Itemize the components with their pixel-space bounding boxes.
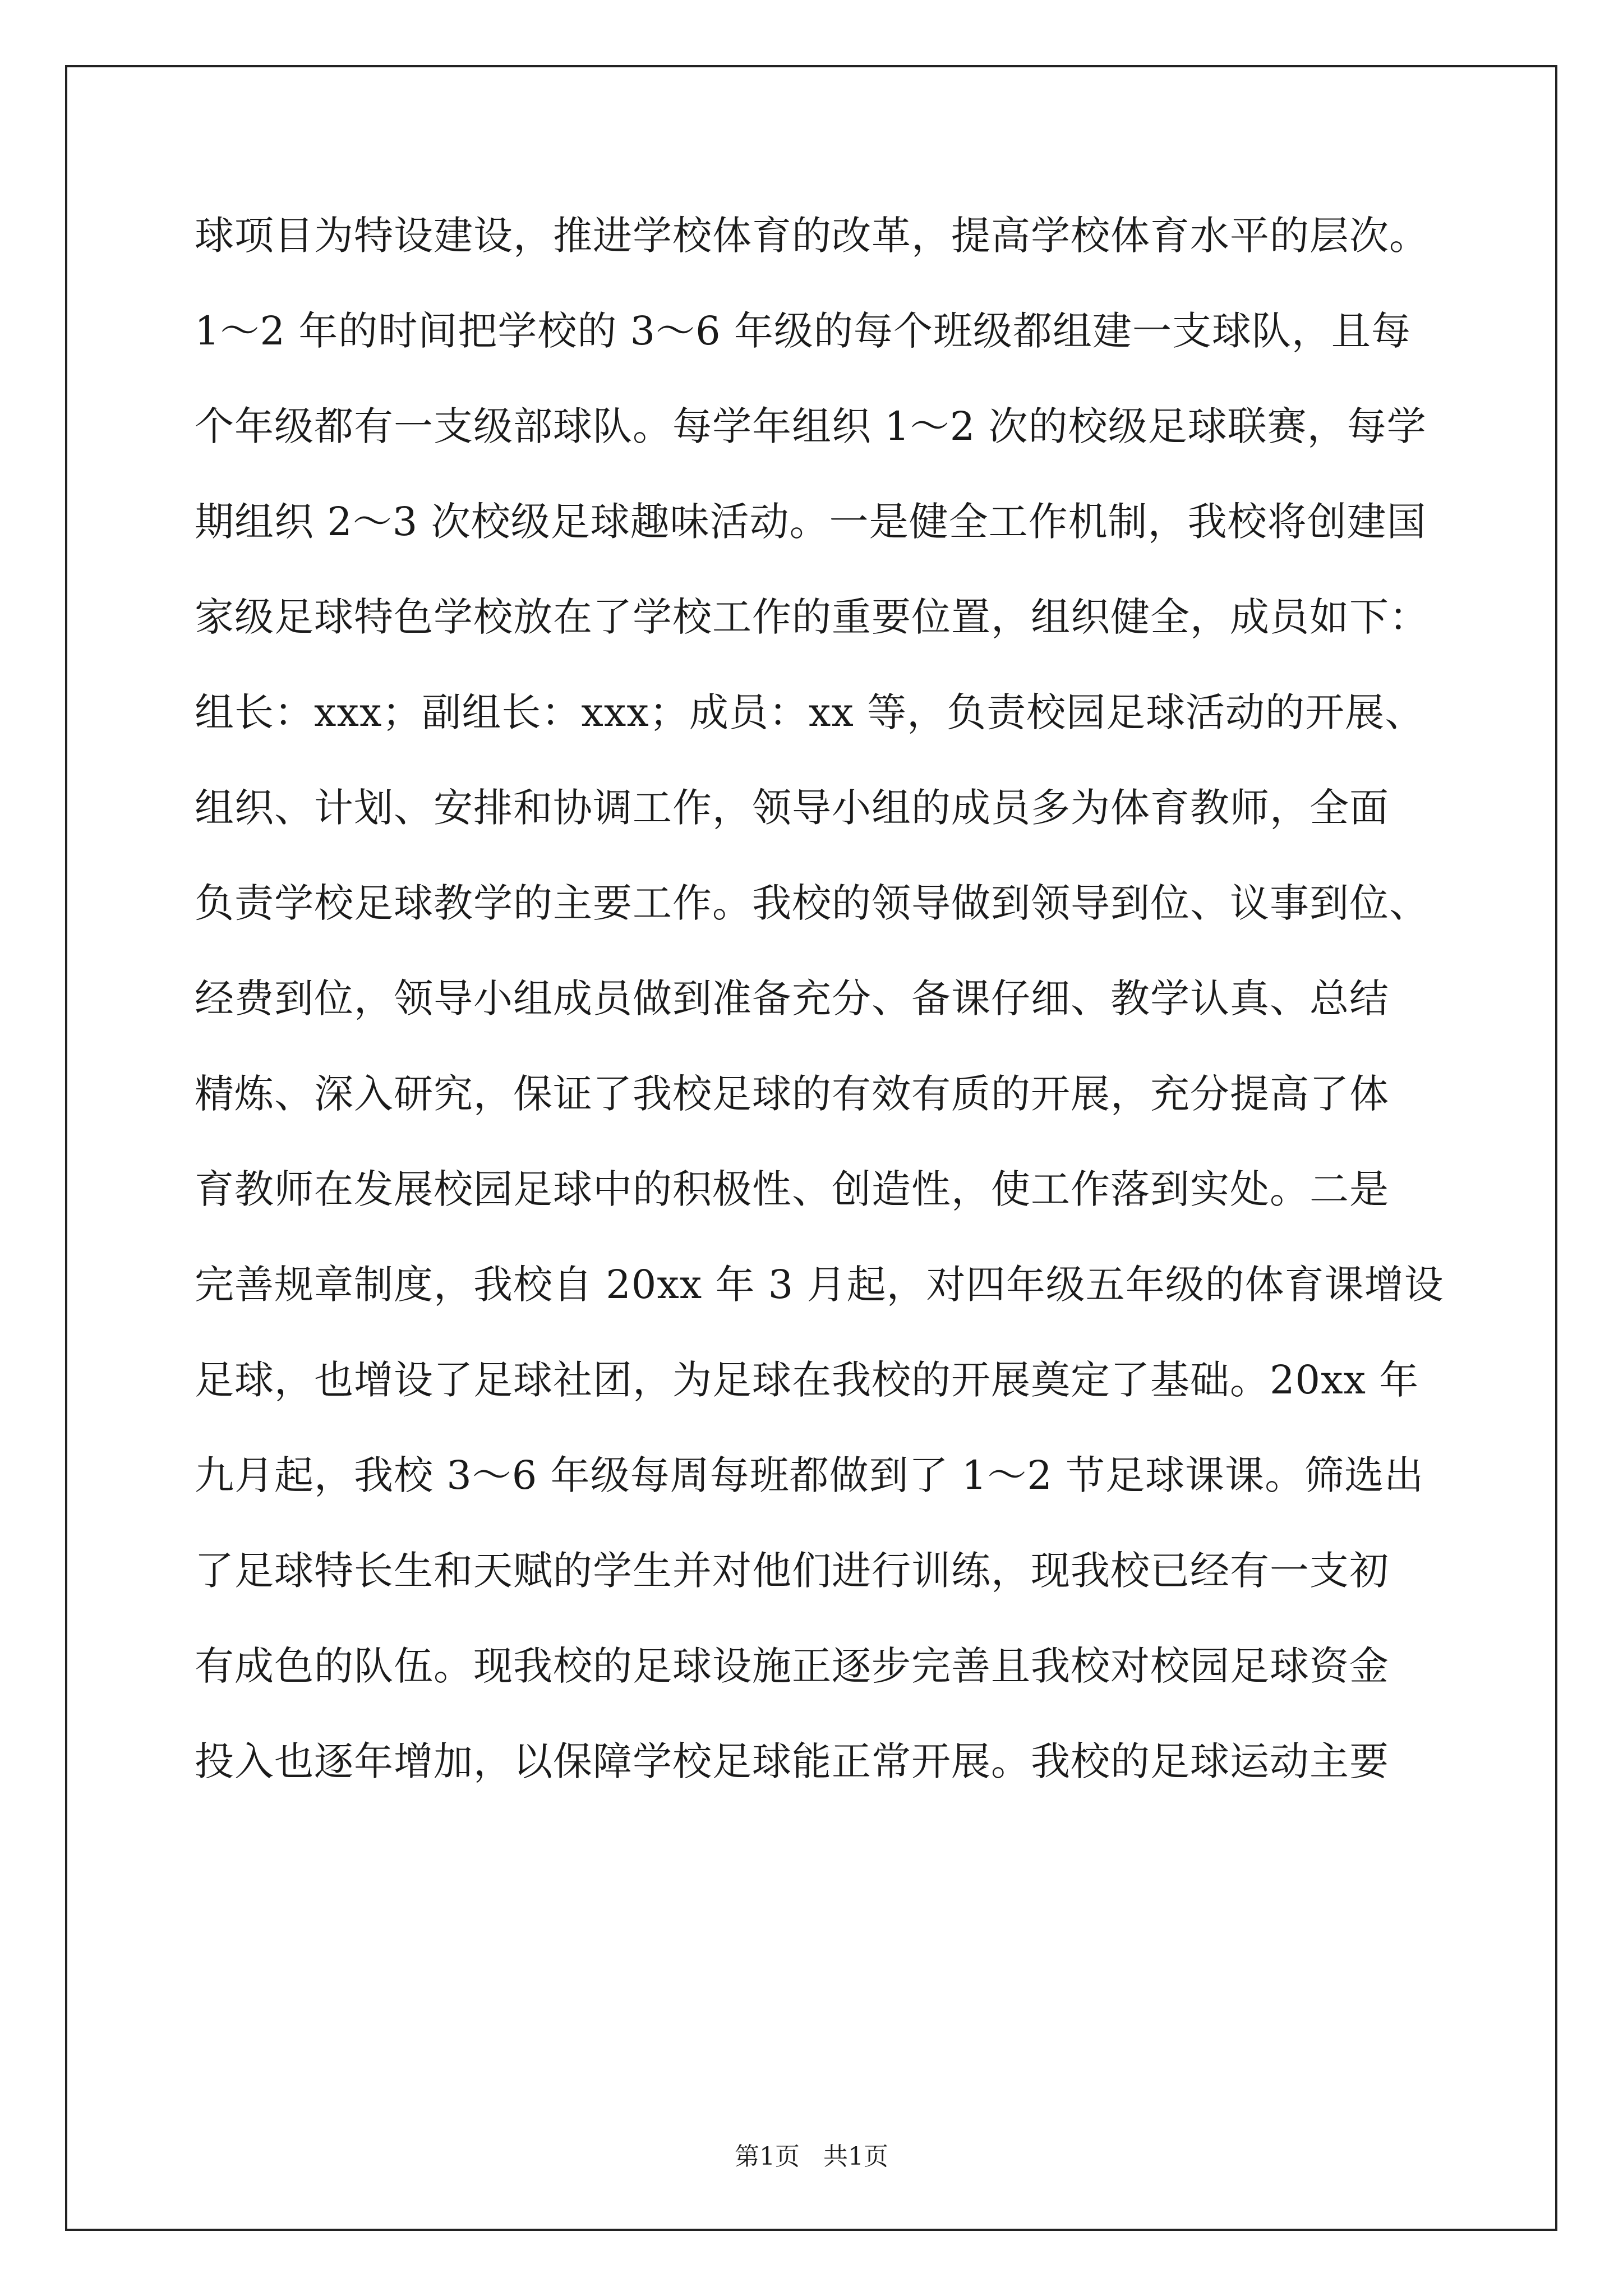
text-line: 负责学校足球教学的主要工作。我校的领导做到领导到位、议事到位、 — [195, 880, 1429, 926]
text-line: 经费到位，领导小组成员做到准备充分、备课仔细、教学认真、总结 — [195, 976, 1389, 1022]
text-line: 育教师在发展校园足球中的积极性、创造性，使工作落到实处。二是 — [195, 1166, 1389, 1212]
text-line: 个年级都有一支级部球队。每学年组织 1～2 次的校级足球联赛，每学 — [195, 403, 1427, 449]
text-line: 投入也逐年增加，以保障学校足球能正常开展。我校的足球运动主要 — [195, 1738, 1389, 1784]
text-line: 组织、计划、安排和协调工作，领导小组的成员多为体育教师，全面 — [195, 785, 1389, 831]
document-body — [195, 208, 1462, 1829]
text-line: 完善规章制度，我校自 20xx 年 3 月起，对四年级五年级的体育课增设 — [195, 1262, 1444, 1308]
text-line: 家级足球特色学校放在了学校工作的重要位置，组织健全，成员如下： — [195, 594, 1429, 640]
text-line: 期组织 2～3 次校级足球趣味活动。一是健全工作机制，我校将创建国 — [195, 499, 1427, 545]
text-line: 九月起，我校 3～6 年级每周每班都做到了 1～2 节足球课课。筛选出 — [195, 1452, 1424, 1498]
text-line: 1～2 年的时间把学校的 3～6 年级的每个班级都组建一支球队，且每 — [195, 308, 1411, 354]
text-line: 有成色的队伍。现我校的足球设施正逐步完善且我校对校园足球资金 — [195, 1643, 1389, 1689]
text-line: 球项目为特设建设，推进学校体育的改革，提高学校体育水平的层次。 — [195, 213, 1429, 259]
text-line: 精炼、深入研究，保证了我校足球的有效有质的开展，充分提高了体 — [195, 1071, 1389, 1117]
page-number-footer: 第1页 共1页 — [735, 2142, 888, 2171]
text-line: 组长：xxx；副组长：xxx；成员：xx 等，负责校园足球活动的开展、 — [195, 689, 1425, 735]
text-line: 足球，也增设了足球社团，为足球在我校的开展奠定了基础。20xx 年 — [195, 1357, 1419, 1403]
text-line: 了足球特长生和天赋的学生并对他们进行训练，现我校已经有一支初 — [195, 1548, 1389, 1594]
